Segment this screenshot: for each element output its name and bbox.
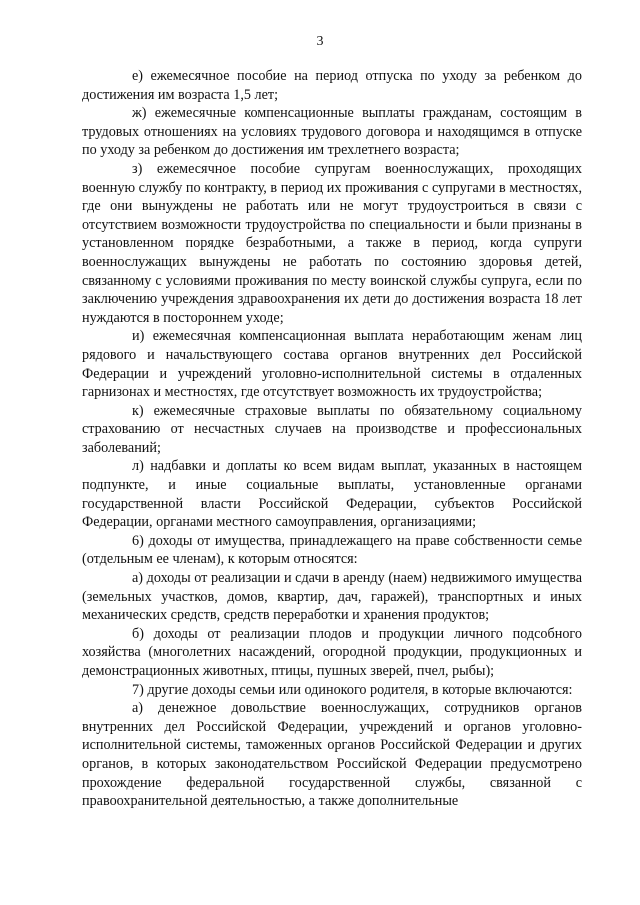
paragraph-other-a: а) денежное довольствие военнослужащих, сотрудников органов внутренних дел Российской Федерации, учреждений и органов уголовно-исполнительной системы, таможенных органов Российской Федерации и других органов, в которых законодательством Российской Федерации предусмотрено прохождение федеральной государственной службы, связанной с правоохранительной деятельностью, а также дополнительные — [82, 700, 582, 810]
paragraph-benefit-l: л) надбавки и доплаты ко всем видам выплат, указанных в настоящем подпункте, и иные социальные выплаты, установленные органами государственной власти Российской Федерации, субъектов Российской Федерации, органами местного самоуправления, организациями; — [82, 458, 582, 531]
paragraph-benefit-zh: ж) ежемесячные компенсационные выплаты гражданам, состоящим в трудовых отношениях на условиях трудового договора и находящимся в отпуске по уходу за ребенком до достижения им трехлетнего возраста; — [82, 105, 582, 159]
page-number: 3 — [316, 34, 324, 49]
document-body — [82, 67, 582, 811]
paragraph-benefit-i: и) ежемесячная компенсационная выплата неработающим женам лиц рядового и начальствующего состава органов внутренних дел Российской Федерации и учреждений уголовно-исполнительной системы в отдаленных гарнизонах и местностях, где отсутствует возможность их трудоустройства; — [82, 328, 582, 401]
paragraph-property-b: б) доходы от реализации плодов и продукции личного подсобного хозяйства (многолетних насаждений, огородной продукции, продукционных и демонстрационных животных, птицы, пушных зверей, пчел, рыбы); — [82, 625, 582, 679]
paragraph-property-a: а) доходы от реализации и сдачи в аренду (наем) недвижимого имущества (земельных участков, домов, квартир, дач, гаражей), транспортных и иных механических средств, средств переработки и хранения продуктов; — [82, 570, 582, 624]
paragraph-benefit-k: к) ежемесячные страховые выплаты по обязательному социальному страхованию от несчастных случаев на производстве и профессиональных заболеваний; — [82, 402, 582, 456]
paragraph-benefit-z: з) ежемесячное пособие супругам военнослужащих, проходящих военную службу по контракту, в период их проживания с супругами в местностях, где они вынуждены не работать или не могут трудоустроиться в связи с отсутствием возможности трудоустройства по специальности и были признаны в установленном порядке безработными, а также в период, когда супруги военнослужащих вынуждены не работать по состоянию здоровья детей, связанному с условиями проживания по месту воинской службы супруга, если по заключению учреждения здравоохранения их дети до достижения возраста 18 лет нуждаются в постороннем уходе; — [82, 160, 582, 326]
paragraph-benefit-e: е) ежемесячное пособие на период отпуска по уходу за ребенком до достижения им возраста 1,5 лет; — [82, 68, 582, 103]
paragraph-property-income: 6) доходы от имущества, принадлежащего на праве собственности семье (отдельным ее членам), к которым относятся: — [82, 532, 582, 568]
paragraph-other-income: 7) другие доходы семьи или одинокого родителя, в которые включаются: — [132, 681, 573, 698]
